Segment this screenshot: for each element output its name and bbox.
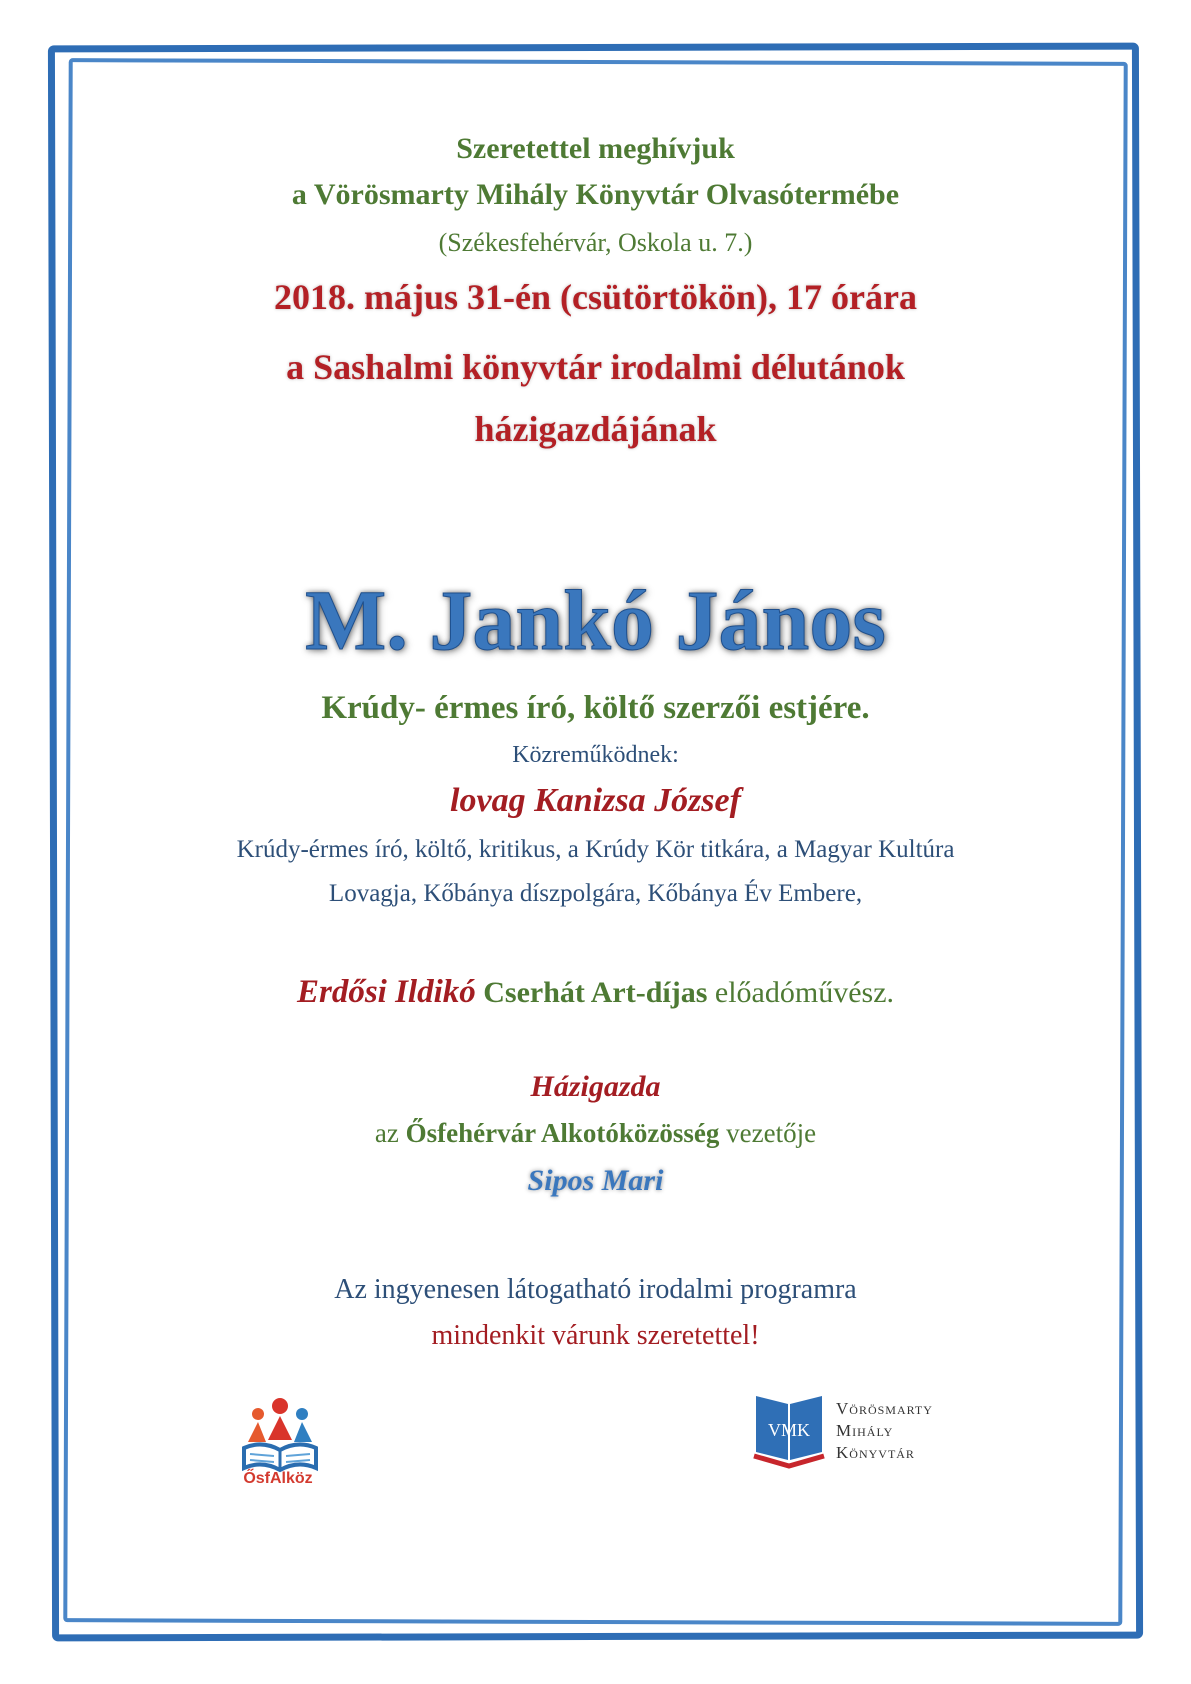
vmk-logo-line-3: Könyvtár (836, 1443, 915, 1462)
host-prefix: az (374, 1118, 399, 1148)
contributor-second-name: Erdősi Ildikó (296, 974, 476, 1010)
contributor-first-desc-1: Krúdy-érmes író, költő, kritikus, a Krúdy Kör titkára, a Magyar Kultúra (236, 836, 955, 863)
invite-venue: a Vörösmarty Mihály Könyvtár Olvasótermébe (291, 178, 900, 211)
invite-address: (Székesfehérvár, Oskola u. 7.) (438, 228, 753, 257)
osfalkoz-logo-text: ŐsfAlköz (243, 1470, 313, 1487)
vmk-logo-icon (752, 1390, 826, 1470)
contributor-second-role: előadóművész. (714, 976, 895, 1009)
contributors-label: Közreműködnek: (512, 742, 679, 768)
host-label: Házigazda (530, 1070, 661, 1103)
contributor-second (90, 974, 1101, 1011)
host-organization: Ősfehérvár Alkotóközösség (405, 1118, 720, 1148)
vmk-logo-text (836, 1398, 1036, 1464)
guest-name: M. Jankó János (305, 572, 886, 668)
closing-line-2: mindenkit várunk szeretettel! (431, 1320, 760, 1351)
host-line (90, 1118, 1101, 1149)
vmk-logo-line-2: Mihály (836, 1421, 894, 1440)
event-series: a Sashalmi könyvtár irodalmi délutánok (286, 347, 905, 387)
guest-subtitle: Krúdy- érmes író, költő szerzői estjére. (321, 690, 870, 726)
event-series-host: házigazdájának (474, 409, 717, 449)
contributor-first-name: lovag Kanizsa József (450, 782, 741, 819)
contributor-second-award: Cserhát Art-díjas (483, 976, 708, 1009)
contributor-first-desc-2: Lovagja, Kőbánya díszpolgára, Kőbánya Év Embere, (328, 880, 863, 907)
vmk-monogram: VMK (767, 1420, 811, 1440)
host-name: Sipos Mari (527, 1164, 664, 1197)
host-suffix: vezetője (726, 1118, 817, 1148)
invite-greeting: Szeretettel meghívjuk (456, 132, 735, 165)
event-date: 2018. május 31-én (csütörtökön), 17 órára (274, 277, 917, 317)
closing-line-1: Az ingyenesen látogatható irodalmi programra (334, 1274, 857, 1305)
vmk-logo-line-1: Vörösmarty (836, 1399, 933, 1418)
